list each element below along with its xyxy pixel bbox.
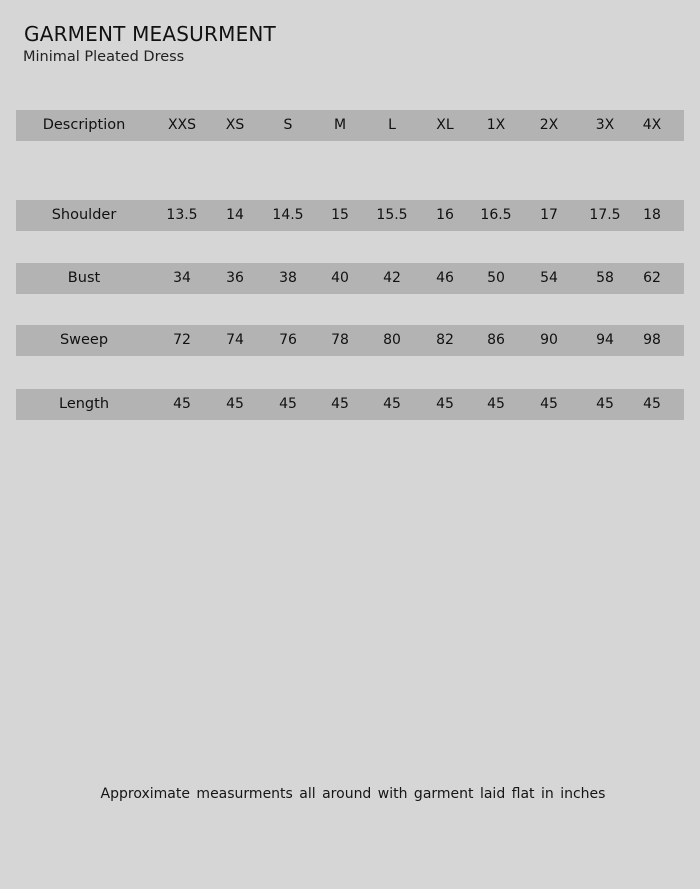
cell-shoulder-xs: 14 xyxy=(226,207,244,223)
cell-shoulder-xl: 16 xyxy=(436,207,454,223)
cell-bust-xs: 36 xyxy=(226,270,244,286)
header-size-l: L xyxy=(388,117,396,133)
row-label: Sweep xyxy=(59,332,109,348)
cell-length-xl: 45 xyxy=(436,396,454,412)
cell-bust-xxs: 34 xyxy=(173,270,191,286)
cell-shoulder-2x: 17 xyxy=(540,207,558,223)
cell-sweep-m: 78 xyxy=(331,332,349,348)
cell-bust-2x: 54 xyxy=(540,270,558,286)
cell-bust-m: 40 xyxy=(331,270,349,286)
header-description: Description xyxy=(42,117,126,133)
cell-shoulder-3x: 17.5 xyxy=(589,207,621,223)
cell-length-4x: 45 xyxy=(643,396,661,412)
cell-bust-s: 38 xyxy=(279,270,297,286)
cell-sweep-3x: 94 xyxy=(596,332,614,348)
cell-length-2x: 45 xyxy=(540,396,558,412)
header-size-xl: XL xyxy=(436,117,454,133)
row-label: Length xyxy=(58,396,110,412)
cell-bust-l: 42 xyxy=(383,270,401,286)
table-row-sweep xyxy=(16,325,684,356)
cell-shoulder-m: 15 xyxy=(331,207,349,223)
cell-shoulder-4x: 18 xyxy=(643,207,661,223)
cell-length-l: 45 xyxy=(383,396,401,412)
measurement-note: Approximate measurments all around with garment laid flat in inches xyxy=(100,786,606,802)
cell-sweep-xxs: 72 xyxy=(173,332,191,348)
table-header-row xyxy=(16,110,684,141)
table-row-bust xyxy=(16,263,684,294)
cell-length-m: 45 xyxy=(331,396,349,412)
cell-shoulder-l: 15.5 xyxy=(376,207,408,223)
cell-shoulder-s: 14.5 xyxy=(272,207,304,223)
header-size-1x: 1X xyxy=(486,117,506,133)
cell-length-1x: 45 xyxy=(487,396,505,412)
cell-length-xxs: 45 xyxy=(173,396,191,412)
header-size-2x: 2X xyxy=(539,117,559,133)
cell-length-3x: 45 xyxy=(596,396,614,412)
header-size-3x: 3X xyxy=(595,117,615,133)
header-size-4x: 4X xyxy=(642,117,662,133)
table-row-shoulder xyxy=(16,200,684,231)
cell-sweep-1x: 86 xyxy=(487,332,505,348)
row-label: Shoulder xyxy=(51,207,117,223)
header-size-m: M xyxy=(333,117,347,133)
table-row-length xyxy=(16,389,684,420)
page-title: GARMENT MEASURMENT xyxy=(24,22,276,46)
cell-length-xs: 45 xyxy=(226,396,244,412)
cell-bust-4x: 62 xyxy=(643,270,661,286)
cell-sweep-4x: 98 xyxy=(643,332,661,348)
header-size-xs: XS xyxy=(225,117,245,133)
cell-sweep-xl: 82 xyxy=(436,332,454,348)
cell-sweep-xs: 74 xyxy=(226,332,244,348)
cell-sweep-l: 80 xyxy=(383,332,401,348)
row-label: Bust xyxy=(67,270,101,286)
cell-bust-xl: 46 xyxy=(436,270,454,286)
cell-shoulder-xxs: 13.5 xyxy=(166,207,198,223)
cell-sweep-s: 76 xyxy=(279,332,297,348)
cell-bust-3x: 58 xyxy=(596,270,614,286)
cell-sweep-2x: 90 xyxy=(540,332,558,348)
product-name: Minimal Pleated Dress xyxy=(23,49,185,65)
cell-shoulder-1x: 16.5 xyxy=(480,207,512,223)
cell-bust-1x: 50 xyxy=(487,270,505,286)
header-size-s: S xyxy=(283,117,293,133)
cell-length-s: 45 xyxy=(279,396,297,412)
header-size-xxs: XXS xyxy=(167,117,197,133)
